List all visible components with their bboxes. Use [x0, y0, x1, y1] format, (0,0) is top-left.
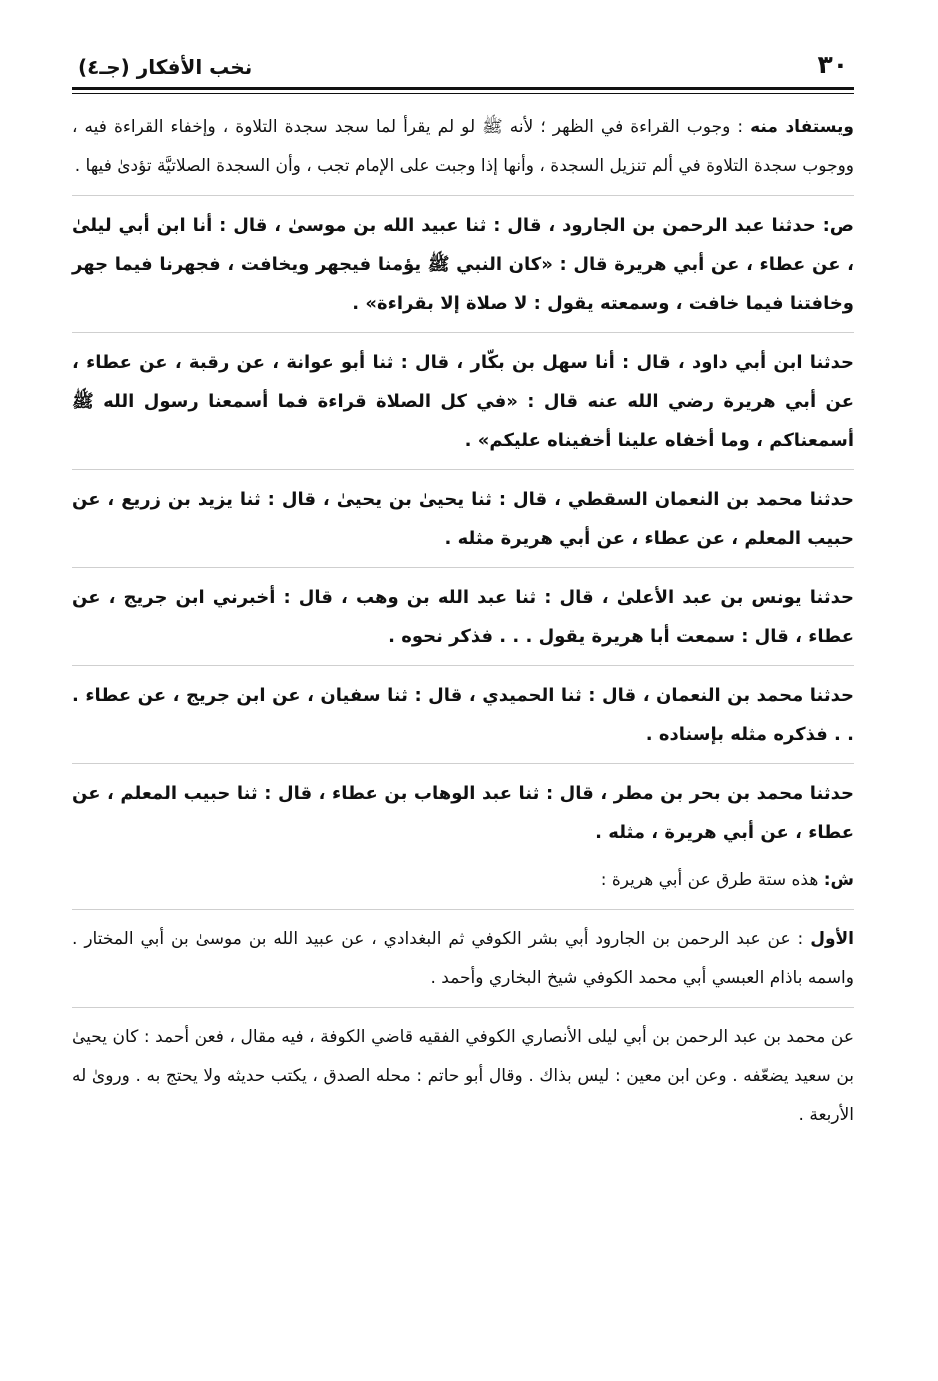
book-page [72, 44, 854, 1344]
paragraph-text: حدثنا عبد الرحمن بن الجارود ، قال : ثنا عبيد الله بن موسىٰ ، قال : أنا ابن أبي ليلىٰ ، عن عطاء ، عن أبي هريرة قال : «كان النبي ﷺ يؤمنا فيجهر ويخافت ، فجهرنا فيما جهر وخافتنا فيما خافت ، وسمعته يقول : لا صلاة إلا بقراءة» . [72, 215, 854, 314]
paragraph-hadith-3 [72, 480, 854, 558]
page-header [72, 44, 854, 90]
paragraph-lead: الأول [810, 929, 854, 949]
paragraph-hadith-6 [72, 774, 854, 852]
paragraph-text: عن محمد بن عبد الرحمن بن أبي ليلى الأنصاري الكوفي الفقيه قاضي الكوفة ، فيه مقال ، فعن أحمد : كان يحيىٰ بن سعيد يضعّفه . وعن ابن معين : ليس بذاك . وقال أبو حاتم : محله الصدق ، يكتب حديثه ولا يحتج به . وروىٰ له الأربعة . [72, 1027, 854, 1125]
divider [72, 665, 854, 666]
paragraph-marker: ص: [822, 215, 854, 236]
page-body [72, 108, 854, 1135]
divider [72, 195, 854, 196]
paragraph-sharh-intro [72, 861, 854, 900]
paragraph-hadith-5 [72, 676, 854, 754]
header-rule [72, 93, 854, 94]
paragraph-hadith-4 [72, 578, 854, 656]
paragraph-marker: ش: [823, 870, 854, 890]
divider [72, 469, 854, 470]
paragraph-istifada [72, 108, 854, 186]
paragraph-text: حدثنا ابن أبي داود ، قال : أنا سهل بن بكّار ، قال : ثنا أبو عوانة ، عن رقبة ، عن عطاء ، عن أبي هريرة رضي الله عنه قال : «في كل الصلاة قراءة فما أسمعنا رسول الله ﷺ أسمعناكم ، وما أخفاه علينا أخفيناه عليكم» . [72, 352, 854, 451]
paragraph-text: : عن عبد الرحمن بن الجارود أبي بشر الكوفي ثم البغدادي ، عن عبيد الله بن موسىٰ بن أبي المختار . واسمه باذام العبسي أبي محمد الكوفي شيخ البخاري وأحمد . [72, 929, 854, 988]
paragraph-hadith-1 [72, 206, 854, 323]
paragraph-text: هذه ستة طرق عن أبي هريرة : [600, 870, 824, 890]
paragraph-narrator-note [72, 1018, 854, 1135]
divider [72, 1007, 854, 1008]
paragraph-text: حدثنا محمد بن النعمان السقطي ، قال : ثنا يحيىٰ بن يحيىٰ ، قال : ثنا يزيد بن زريع ، عن حبيب المعلم ، عن عطاء ، عن أبي هريرة مثله . [72, 489, 854, 549]
divider [72, 763, 854, 764]
paragraph-text: حدثنا محمد بن بحر بن مطر ، قال : ثنا عبد الوهاب بن عطاء ، قال : ثنا حبيب المعلم ، عن عطاء ، عن أبي هريرة ، مثله . [72, 783, 854, 843]
paragraph-text: حدثنا محمد بن النعمان ، قال : ثنا الحميدي ، قال : ثنا سفيان ، عن ابن جريج ، عن عطاء . . . فذكره مثله بإسناده . [72, 685, 854, 745]
divider [72, 909, 854, 910]
divider [72, 567, 854, 568]
paragraph-text: حدثنا يونس بن عبد الأعلىٰ ، قال : ثنا عبد الله بن وهب ، قال : أخبرني ابن جريج ، عن عطاء ، قال : سمعت أبا هريرة يقول . . . فذكر نحوه . [72, 587, 854, 647]
running-title: نخب الأفكار (جـ٤) [78, 55, 253, 79]
paragraph-text: : وجوب القراءة في الظهر ؛ لأنه ﷺ لو لم يقرأ لما سجد سجدة التلاوة ، وإخفاء القراءة فيه ، ووجوب سجدة التلاوة في ألم تنزيل السجدة ، وأنها إذا وجبت على الإمام تجب ، وأن السجدة الصلاتيَّة تؤدىٰ فيها . [72, 117, 854, 176]
divider [72, 332, 854, 333]
paragraph-lead: ويستفاد منه [750, 117, 854, 137]
page-number: ٣٠ [817, 50, 848, 79]
paragraph-first-route [72, 920, 854, 998]
paragraph-hadith-2 [72, 343, 854, 460]
